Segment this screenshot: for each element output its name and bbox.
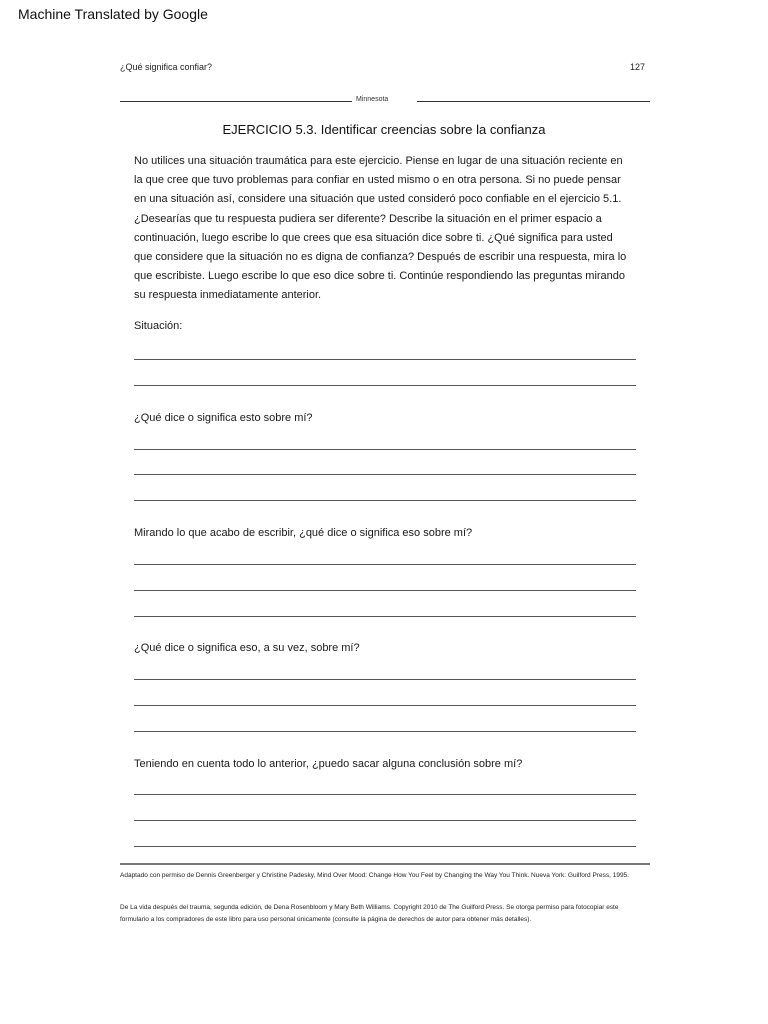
answer-line[interactable] (134, 616, 636, 617)
footnote-adapted: Adaptado con permiso de Dennis Greenberger y Christine Padesky, Mind Over Mood: Change How You Feel by Changing the Way You Think. Nueva York: Guilford Press, 1995. (120, 872, 629, 879)
divider-line-left (120, 101, 352, 102)
answer-line[interactable] (134, 564, 636, 565)
answer-line[interactable] (134, 385, 636, 386)
header-divider (120, 96, 650, 106)
divider-line-right (417, 101, 650, 102)
machine-translation-banner: Machine Translated by Google (18, 6, 208, 22)
answer-line[interactable] (134, 731, 636, 732)
answer-line[interactable] (134, 846, 636, 847)
divider-label: Minnesota (356, 96, 389, 103)
exercise-instructions: No utilices una situación traumática para este ejercicio. Piense en lugar de una situación reciente en la que cree que tuvo problemas para confiar en usted mismo o en otra persona. Si no puede pensar en una situación así, considere una situación que usted consideró poco confiable en el ejercicio 5.1. ¿Desearías que tu respuesta pudiera ser diferente? Describe la situación en el primer espacio a continuación, luego escribe lo que crees que esa situación dice sobre ti. ¿Qué significa para usted que considere que la situación no es digna de confianza? Después de escribir una respuesta, mira lo que escribiste. Luego escribe lo que eso dice sobre ti. Continúe respondiendo las preguntas mirando su respuesta inmediatamente anterior. (134, 155, 627, 302)
exercise-title: EJERCICIO 5.3. Identificar creencias sobre la confianza (222, 122, 546, 137)
prompt-situation: Situación: (134, 320, 183, 332)
footer-divider (120, 863, 650, 865)
answer-line[interactable] (134, 705, 636, 706)
answer-line[interactable] (134, 500, 636, 501)
answer-line[interactable] (134, 794, 636, 795)
answer-line[interactable] (134, 359, 636, 360)
footnote-copyright: De La vida después del trauma, segunda edición, de Dena Rosenbloom y Mary Beth Williams. Copyright 2010 de The Guilford Press. Se otorga permiso para fotocopiar este formulario a los compradores de este libro para uso personal únicamente (consulte la página de derechos de autor para obtener más detalles). (120, 904, 619, 923)
answer-line[interactable] (134, 474, 636, 475)
answer-line[interactable] (134, 820, 636, 821)
running-header (120, 62, 645, 72)
prompt-meaning-3: ¿Qué dice o significa eso, a su vez, sobre mí? (134, 642, 360, 654)
page-number: 127 (629, 62, 645, 72)
answer-line[interactable] (134, 590, 636, 591)
answer-line[interactable] (134, 679, 636, 680)
prompt-meaning-1: ¿Qué dice o significa esto sobre mí? (134, 412, 313, 424)
running-title: ¿Qué significa confiar? (120, 62, 213, 72)
prompt-conclusion: Teniendo en cuenta todo lo anterior, ¿puedo sacar alguna conclusión sobre mí? (134, 758, 523, 770)
prompt-meaning-2: Mirando lo que acabo de escribir, ¿qué dice o significa eso sobre mí? (134, 527, 473, 539)
answer-line[interactable] (134, 449, 636, 450)
